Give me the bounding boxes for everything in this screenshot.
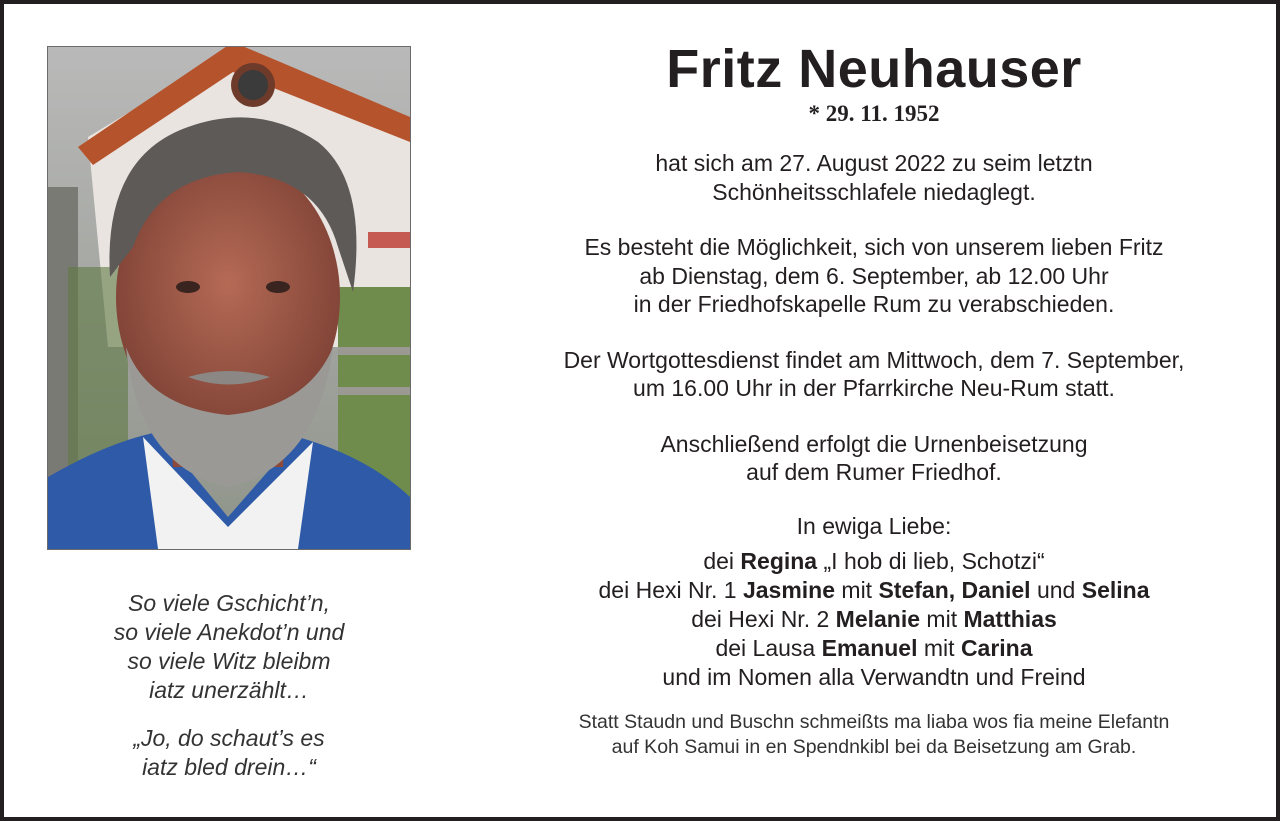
mourner-name: Selina xyxy=(1081,577,1150,603)
poem-stanza xyxy=(44,724,414,782)
text-line: Der Wortgottesdienst findet am Mittwoch, dem 7. September, xyxy=(563,346,1185,373)
burial-info xyxy=(474,430,1274,487)
poem-line: „Jo, do schaut’s es xyxy=(133,725,325,751)
mourner-name: Matthias xyxy=(963,606,1057,632)
mourner-line xyxy=(474,634,1274,663)
mourner-line: und im Nomen alla Verwandtn und Freind xyxy=(662,664,1086,690)
text-line: hat sich am 27. August 2022 zu seim letztn xyxy=(655,150,1093,176)
poem-stanza xyxy=(44,589,414,705)
poem-line: so viele Witz bleibm xyxy=(127,648,331,674)
mourner-line xyxy=(474,576,1274,605)
memorial-poem xyxy=(44,589,414,801)
text-line: um 16.00 Uhr in der Pfarrkirche Neu-Rum statt. xyxy=(633,375,1115,401)
poem-line: iatz bled drein…“ xyxy=(142,754,316,780)
death-announcement xyxy=(474,149,1274,206)
text-line: auf Koh Samui in en Spendnkibl bei da Beisetzung am Grab. xyxy=(611,736,1137,758)
mourner-name: Jasmine xyxy=(742,577,836,603)
mourner-text: mit xyxy=(917,635,961,661)
mourner-name: Melanie xyxy=(835,606,921,632)
text-line: Schönheitsschlafele niedaglegt. xyxy=(712,178,1036,205)
text-line: Anschließend erfolgt die Urnenbeisetzung xyxy=(660,430,1088,457)
poem-line: So viele Gschicht’n, xyxy=(128,590,330,616)
mourner-text: dei Lausa xyxy=(715,635,822,661)
poem-line: so viele Anekdot’n und xyxy=(113,619,345,645)
mourner-name: Carina xyxy=(960,635,1033,661)
mourner-text: dei Hexi Nr. 1 xyxy=(598,577,743,603)
text-line: in der Friedhofskapelle Rum zu verabschieden. xyxy=(633,291,1115,317)
mourner-line xyxy=(474,547,1274,576)
text-line: Es besteht die Möglichkeit, sich von unserem lieben Fritz xyxy=(584,234,1164,260)
farewell-info xyxy=(474,233,1274,319)
mourner-name: Stefan, Daniel xyxy=(878,577,1031,603)
text-line: auf dem Rumer Friedhof. xyxy=(746,459,1002,485)
donation-note xyxy=(474,710,1274,760)
mourner-text: mit xyxy=(920,606,964,632)
mourner-text: dei Hexi Nr. 2 xyxy=(691,606,836,632)
mourner-name: Emanuel xyxy=(821,635,918,661)
mourner-text: und xyxy=(1030,577,1082,603)
deceased-name: Fritz Neuhauser xyxy=(666,39,1082,99)
poem-line: iatz unerzählt… xyxy=(149,677,309,703)
mourner-text: mit xyxy=(835,577,879,603)
text-line: ab Dienstag, dem 6. September, ab 12.00 Uhr xyxy=(639,262,1109,289)
birth-date: * 29. 11. 1952 xyxy=(808,101,940,126)
portrait-photo xyxy=(47,46,411,550)
mourner-line xyxy=(474,605,1274,634)
mourner-text: dei xyxy=(703,548,741,574)
mourner-text: „I hob di lieb, Schotzi“ xyxy=(817,548,1045,574)
mourner-name: Regina xyxy=(740,548,818,574)
text-line: Statt Staudn und Buschn schmeißts ma liaba wos fia meine Elefantn xyxy=(578,711,1170,733)
family-heading: In ewiga Liebe: xyxy=(796,512,952,539)
service-info xyxy=(474,346,1274,403)
mourners-list xyxy=(474,547,1274,692)
obituary-text xyxy=(474,34,1274,760)
